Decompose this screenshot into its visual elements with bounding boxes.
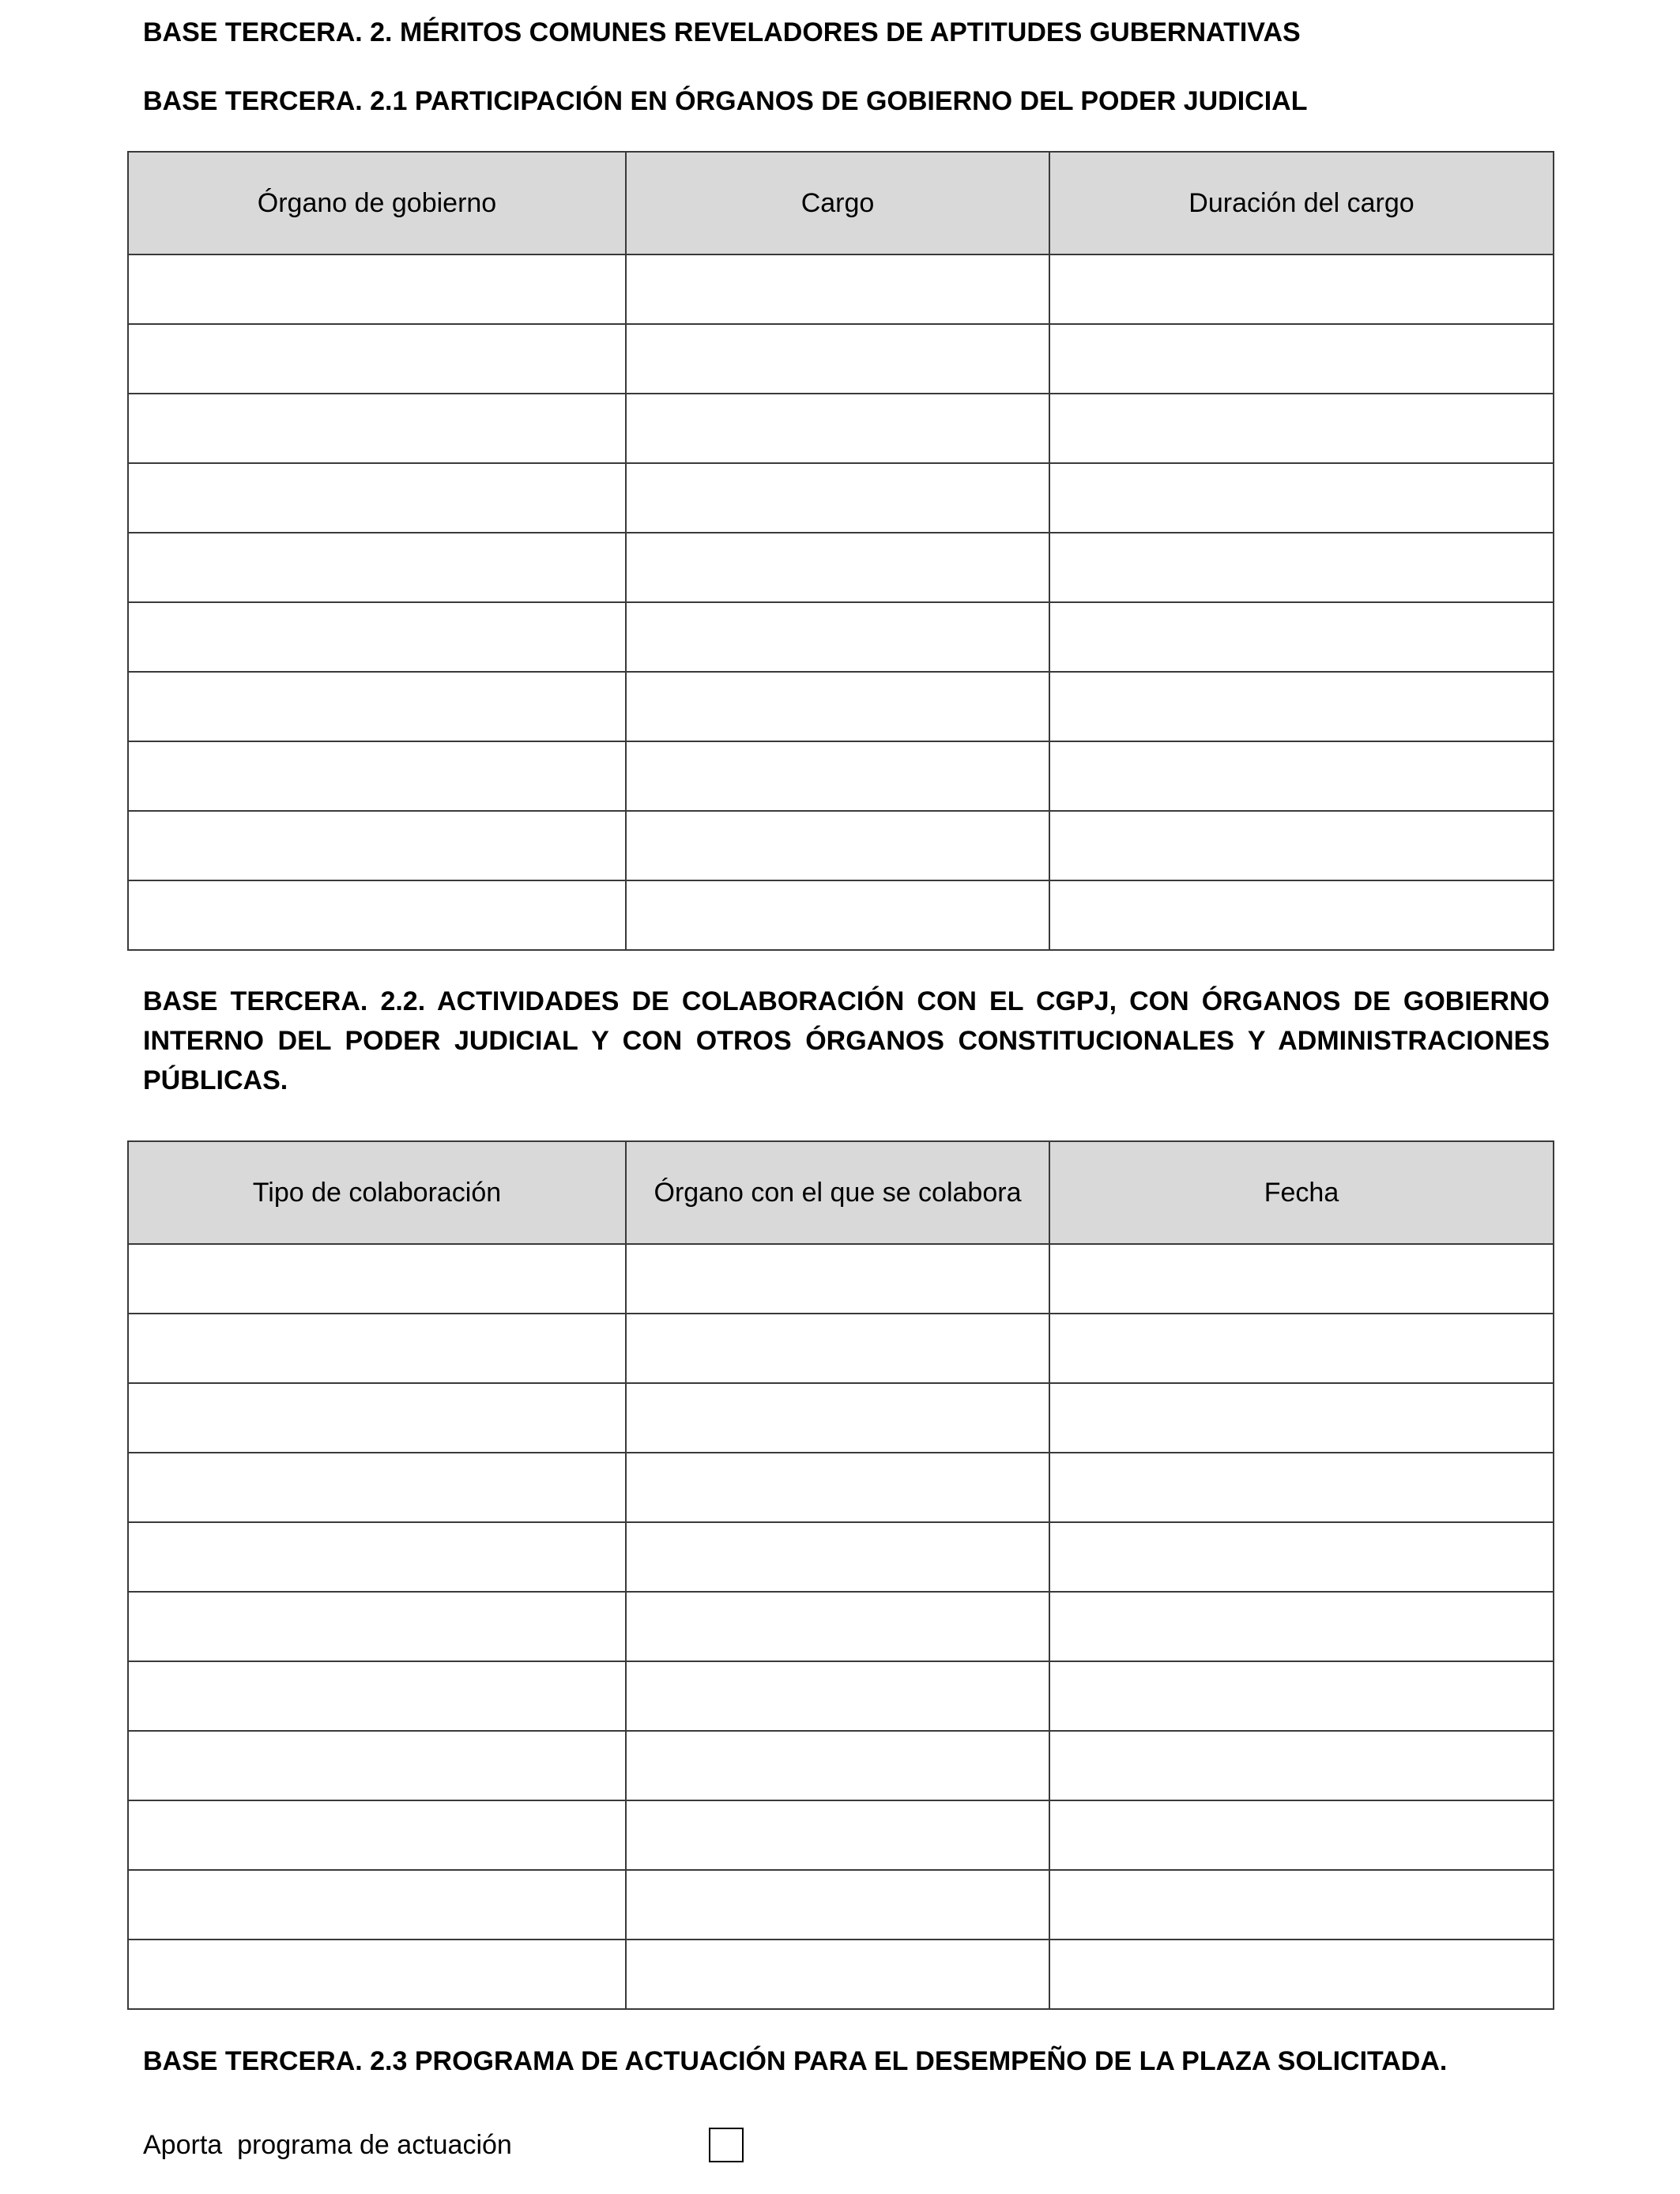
table-cell[interactable] [1049,1800,1554,1870]
main-heading: BASE TERCERA. 2. MÉRITOS COMUNES REVELADORES DE APTITUDES GUBERNATIVAS [143,17,1301,47]
column-header-organo-colabora: Órgano con el que se colabora [626,1141,1049,1244]
table-cell[interactable] [1049,1592,1554,1661]
table-cell[interactable] [128,1453,626,1522]
section-2-1-heading: BASE TERCERA. 2.1 PARTICIPACIÓN EN ÓRGANOS DE GOBIERNO DEL PODER JUDICIAL [143,86,1308,116]
table-cell[interactable] [1049,741,1554,811]
table-cell[interactable] [128,741,626,811]
aporta-programa-row [143,2123,744,2167]
table-row [128,1870,1554,1940]
table-cell[interactable] [128,1800,626,1870]
table-cell[interactable] [626,463,1049,533]
table-cell[interactable] [1049,463,1554,533]
table-row [128,1592,1554,1661]
table-cell[interactable] [1049,533,1554,602]
gobierno-table [127,151,1554,951]
table-cell[interactable] [1049,1314,1554,1383]
table-cell[interactable] [626,254,1049,324]
table-cell[interactable] [626,1314,1049,1383]
table-row [128,602,1554,672]
table-row [128,741,1554,811]
table-cell[interactable] [1049,1522,1554,1592]
table-cell[interactable] [128,1661,626,1731]
table-cell[interactable] [626,1731,1049,1800]
table-cell[interactable] [626,672,1049,741]
table-row [128,1661,1554,1731]
column-header-cargo: Cargo [626,152,1049,254]
table-cell[interactable] [128,811,626,880]
column-header-organo-gobierno: Órgano de gobierno [128,152,626,254]
table-cell[interactable] [1049,672,1554,741]
aporta-programa-label: Aporta programa de actuación [143,2129,512,2160]
table-row [128,1453,1554,1522]
table-cell[interactable] [128,463,626,533]
table-cell[interactable] [626,1592,1049,1661]
table-cell[interactable] [626,602,1049,672]
colaboracion-table-body [128,1244,1554,2009]
table-row [128,1314,1554,1383]
table-cell[interactable] [1049,1870,1554,1940]
table-cell[interactable] [1049,880,1554,950]
table-cell[interactable] [1049,1940,1554,2009]
table-row [128,394,1554,463]
section-2-2-heading: BASE TERCERA. 2.2. ACTIVIDADES DE COLABORACIÓN CON EL CGPJ, CON ÓRGANOS DE GOBIERNO INTERNO DEL PODER JUDICIAL Y CON OTROS ÓRGANOS CONSTITUCIONALES Y ADMINISTRACIONES PÚBLICAS. [143,986,1550,1095]
table-cell[interactable] [128,394,626,463]
colaboracion-table [127,1140,1554,2010]
table-row [128,811,1554,880]
table-row [128,463,1554,533]
column-header-fecha: Fecha [1049,1141,1554,1244]
table-cell[interactable] [128,1314,626,1383]
table-cell[interactable] [626,811,1049,880]
table-cell[interactable] [128,533,626,602]
table-cell[interactable] [1049,602,1554,672]
table-cell[interactable] [626,394,1049,463]
table-cell[interactable] [626,1940,1049,2009]
table-row [128,533,1554,602]
table-cell[interactable] [626,1870,1049,1940]
table-cell[interactable] [1049,1661,1554,1731]
table-row [128,1244,1554,1314]
table-row [128,672,1554,741]
table-cell[interactable] [1049,394,1554,463]
table-cell[interactable] [626,880,1049,950]
section-2-3-heading: BASE TERCERA. 2.3 PROGRAMA DE ACTUACIÓN PARA EL DESEMPEÑO DE LA PLAZA SOLICITADA. [143,2046,1448,2076]
table-row [128,1383,1554,1453]
table-cell[interactable] [626,324,1049,394]
table-cell[interactable] [128,1244,626,1314]
table-row [128,880,1554,950]
table-cell[interactable] [626,741,1049,811]
table-cell[interactable] [1049,324,1554,394]
table-header-row [128,152,1554,254]
table-cell[interactable] [128,672,626,741]
table-cell[interactable] [1049,1453,1554,1522]
table-cell[interactable] [1049,1383,1554,1453]
table-cell[interactable] [128,254,626,324]
gobierno-table-body [128,254,1554,950]
table-cell[interactable] [128,1870,626,1940]
table-cell[interactable] [1049,1244,1554,1314]
table-row [128,254,1554,324]
table-cell[interactable] [626,1244,1049,1314]
table-row [128,1731,1554,1800]
table-cell[interactable] [128,1731,626,1800]
table-cell[interactable] [128,602,626,672]
table-row [128,1522,1554,1592]
table-cell[interactable] [128,1383,626,1453]
table-cell[interactable] [626,1383,1049,1453]
table-cell[interactable] [626,1453,1049,1522]
table-cell[interactable] [1049,254,1554,324]
column-header-duracion: Duración del cargo [1049,152,1554,254]
table-cell[interactable] [128,1522,626,1592]
table-cell[interactable] [626,1800,1049,1870]
table-header-row [128,1141,1554,1244]
table-row [128,1800,1554,1870]
column-header-tipo-colaboracion: Tipo de colaboración [128,1141,626,1244]
table-row [128,324,1554,394]
table-cell[interactable] [1049,811,1554,880]
table-cell[interactable] [128,324,626,394]
aporta-programa-checkbox[interactable] [709,2128,744,2162]
table-cell[interactable] [626,1661,1049,1731]
table-cell[interactable] [626,1522,1049,1592]
table-cell[interactable] [128,1592,626,1661]
table-row [128,1940,1554,2009]
table-cell[interactable] [128,880,626,950]
table-cell[interactable] [1049,1731,1554,1800]
table-cell[interactable] [626,533,1049,602]
table-cell[interactable] [128,1940,626,2009]
